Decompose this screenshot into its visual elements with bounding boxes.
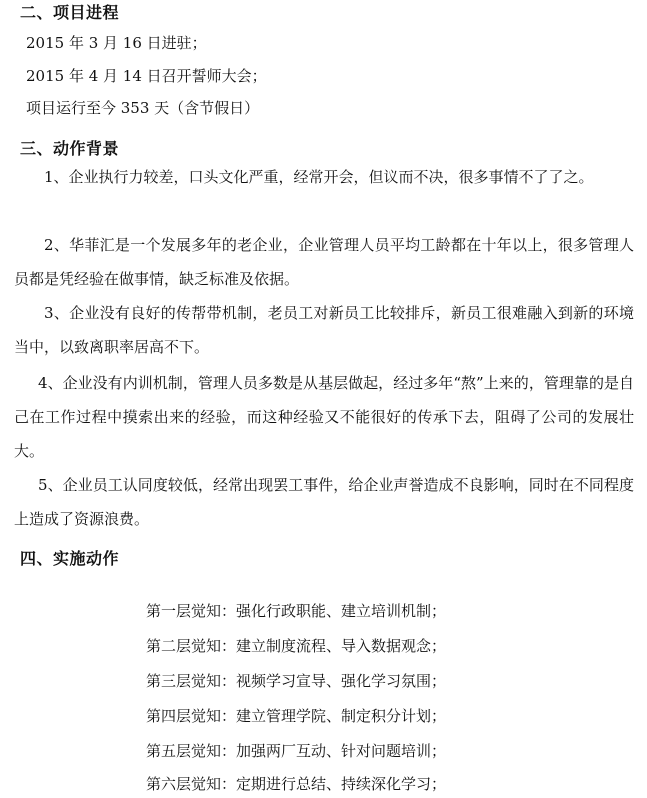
background-paragraph-4: 4、企业没有内训机制，管理人员多数是从基层做起，经过多年“熬”上来的，管理靠的是自己在工作过程中摸索出来的经验，而这种经验又不能很好的传承下去，阻碍了公司的发展壮大。 [14, 374, 634, 460]
background-paragraph-5: 5、企业员工认同度较低，经常出现罢工事件，给企业声誉造成不良影响，同时在不同程度上造成了资源浪费。 [14, 476, 634, 528]
progress-item-2: 2015 年 4 月 14 日召开誓师大会； [26, 67, 267, 85]
progress-item-3: 项目运行至今 353 天（含节假日） [26, 99, 260, 117]
awareness-stage-2: 第二层觉知：建立制度流程、导入数据观念； [146, 637, 447, 655]
section-heading-progress: 二、项目进程 [20, 3, 120, 22]
awareness-stage-4: 第四层觉知：建立管理学院、制定积分计划； [146, 707, 447, 725]
awareness-stage-5: 第五层觉知：加强两厂互动、针对问题培训； [146, 742, 447, 760]
awareness-stage-1: 第一层觉知：强化行政职能、建立培训机制； [146, 602, 447, 620]
section-heading-background: 三、动作背景 [20, 139, 120, 158]
background-paragraph-2: 2、华菲汇是一个发展多年的老企业，企业管理人员平均工龄都在十年以上，很多管理人员都是凭经验在做事情，缺乏标准及依据。 [14, 236, 634, 288]
background-paragraph-1: 1、企业执行力较差，口头文化严重，经常开会，但议而不决，很多事情不了了之。 [44, 168, 594, 186]
awareness-stage-6: 第六层觉知：定期进行总结、持续深化学习； [146, 775, 447, 793]
section-heading-actions: 四、实施动作 [20, 549, 120, 568]
background-paragraph-3: 3、企业没有良好的传帮带机制，老员工对新员工比较排斥，新员工很难融入到新的环境当中，以致离职率居高不下。 [14, 304, 634, 356]
awareness-stage-3: 第三层觉知：视频学习宣导、强化学习氛围； [146, 672, 447, 690]
progress-item-1: 2015 年 3 月 16 日进驻； [26, 34, 207, 52]
